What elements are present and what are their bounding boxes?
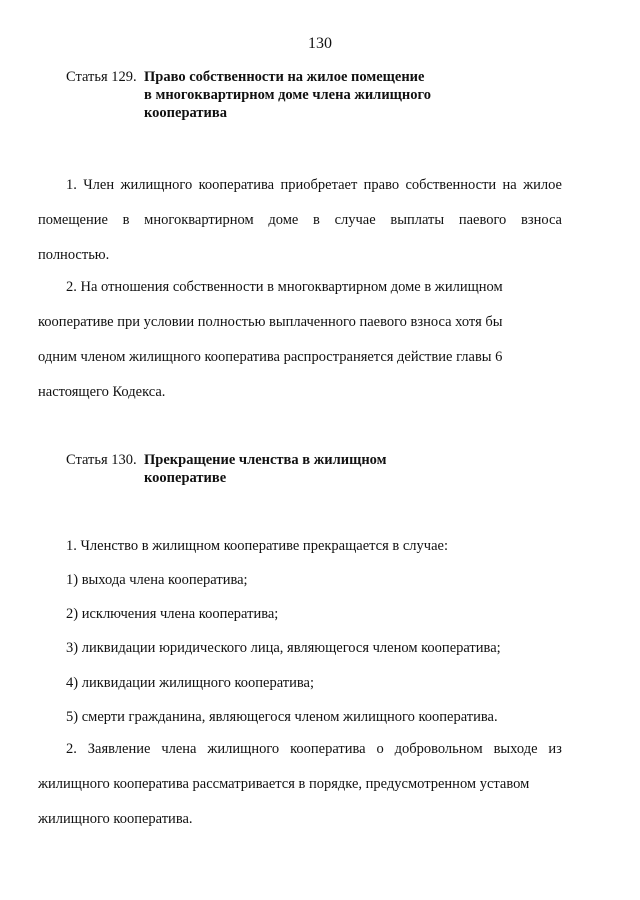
paragraph-text: кооперативе при условии полностью выплаченного паевого взноса хотя бы: [38, 314, 503, 330]
article-129-title-line: Право собственности на жилое помещение: [144, 69, 425, 85]
list-item: 3) ликвидации юридического лица, являющегося членом кооператива;: [66, 640, 501, 656]
list-item: 4) ликвидации жилищного кооператива;: [66, 675, 315, 691]
paragraph-text: 2. На отношения собственности в многоквартирном доме в жилищном: [66, 279, 503, 295]
paragraph-line: [38, 168, 562, 203]
article-130-title-line: Прекращение членства в жилищном: [144, 452, 387, 468]
article-129-label: Статья 129.: [66, 69, 137, 85]
paragraph-text: жилищного кооператива.: [38, 811, 193, 827]
word: жилое: [523, 177, 562, 193]
word: в: [313, 212, 320, 228]
word: приобретает: [280, 177, 358, 193]
paragraph-text: жилищного кооператива рассматривается в порядке, предусмотренном уставом: [38, 776, 530, 792]
paragraph-line: [38, 767, 562, 802]
article-130-title-line: кооперативе: [144, 470, 227, 486]
word: случае: [334, 212, 376, 228]
word: выходе: [493, 741, 538, 757]
word: жилищного: [120, 177, 193, 193]
word: помещение: [38, 212, 108, 228]
article-129-title-line: в многоквартирном доме члена жилищного: [144, 87, 431, 103]
article-130-paragraph-1: 1. Членство в жилищном кооперативе прекращается в случае:: [66, 538, 448, 554]
article-130-label: Статья 130.: [66, 452, 137, 468]
paragraph-line: [38, 203, 562, 238]
word: из: [548, 741, 562, 757]
article-129-paragraph-1: [38, 168, 562, 273]
word: собственности: [405, 177, 497, 193]
paragraph-text: одним членом жилищного кооператива распространяется действие главы 6: [38, 349, 503, 365]
word: Член: [83, 177, 115, 193]
word: члена: [161, 741, 197, 757]
paragraph-line: [38, 802, 562, 837]
article-129-title-line: кооператива: [144, 105, 227, 121]
word: в: [122, 212, 130, 228]
word: доме: [268, 212, 299, 228]
word: на: [502, 177, 517, 193]
paragraph-text: настоящего Кодекса.: [38, 384, 166, 400]
word: кооператива: [198, 177, 275, 193]
word: жилищного: [207, 741, 280, 757]
word: 1.: [66, 177, 77, 193]
paragraph-line: [38, 270, 562, 305]
word: выплаты: [390, 212, 445, 228]
word: взноса: [521, 212, 562, 228]
word: добровольном: [394, 741, 483, 757]
paragraph-line: [38, 732, 562, 767]
paragraph-line: [38, 238, 562, 273]
list-item: 5) смерти гражданина, являющегося членом жилищного кооператива.: [66, 709, 498, 725]
page-number: 130: [308, 35, 332, 52]
article-130-paragraph-2: [38, 732, 562, 837]
word: о: [376, 741, 384, 757]
word: многоквартирном: [144, 212, 254, 228]
word: кооператива: [290, 741, 366, 757]
article-129-title: [144, 68, 484, 122]
word: Заявление: [87, 741, 151, 757]
paragraph-text: полностью.: [38, 247, 110, 263]
list-item: 1) выхода члена кооператива;: [66, 572, 248, 588]
paragraph-line: [38, 305, 562, 340]
paragraph-line: [38, 375, 562, 410]
paragraph-line: [38, 340, 562, 375]
list-item: 2) исключения члена кооператива;: [66, 606, 279, 622]
article-130-title: [144, 451, 484, 487]
word: право: [363, 177, 400, 193]
word: 2.: [66, 741, 77, 757]
word: паевого: [458, 212, 507, 228]
article-129-paragraph-2: [38, 270, 562, 410]
